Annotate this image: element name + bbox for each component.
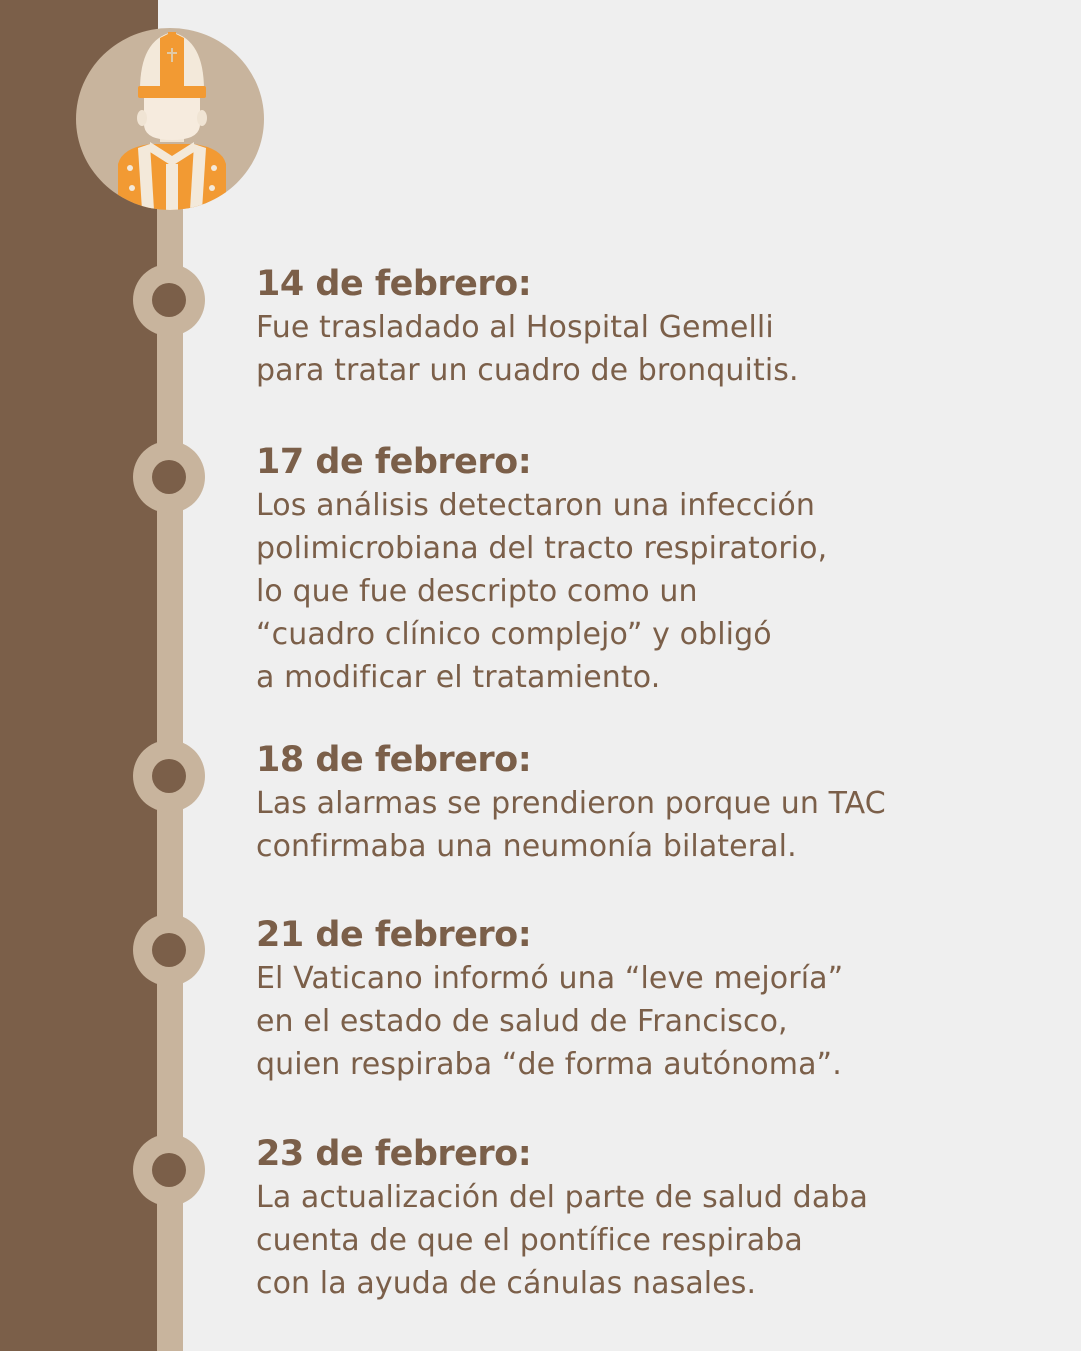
entry-text-line: Los análisis detectaron una infección [256,488,815,523]
entry-text-line: Las alarmas se prendieron porque un TAC [256,786,886,821]
entry-text-line: con la ayuda de cánulas nasales. [256,1266,757,1301]
entry-text-line: en el estado de salud de Francisco, [256,1004,788,1039]
timeline-entry [256,913,1056,1086]
pope-avatar [76,28,264,210]
entry-text-line: a modificar el tratamiento. [256,660,661,695]
entry-text-line: polimicrobiana del tracto respiratorio, [256,531,828,566]
entry-text-line: lo que fue descripto como un [256,574,698,609]
entry-text-line: Fue trasladado al Hospital Gemelli [256,310,774,345]
timeline-node-icon [133,1134,205,1206]
entry-text-line: “cuadro clínico complejo” y obligó [256,617,772,652]
timeline-entry [256,1132,1056,1305]
entry-text-line: cuenta de que el pontífice respiraba [256,1223,803,1258]
entry-date: 21 de febrero: [256,915,532,955]
entry-text-line: para tratar un cuadro de bronquitis. [256,353,799,388]
entry-text-line: El Vaticano informó una “leve mejoría” [256,961,844,996]
timeline-node-icon [133,441,205,513]
timeline-node-icon [133,264,205,336]
entry-date: 18 de febrero: [256,740,532,780]
entry-date: 14 de febrero: [256,264,532,304]
timeline-entry [256,738,1056,868]
entry-text-line: La actualización del parte de salud daba [256,1180,868,1215]
pope-icon [76,28,264,210]
timeline-entry [256,440,1056,699]
timeline-entry [256,262,1056,392]
timeline-node-icon [133,914,205,986]
entry-date: 23 de febrero: [256,1134,532,1174]
entry-date: 17 de febrero: [256,442,532,482]
entry-text-line: confirmaba una neumonía bilateral. [256,829,797,864]
timeline-node-icon [133,740,205,812]
entry-text-line: quien respiraba “de forma autónoma”. [256,1047,842,1082]
